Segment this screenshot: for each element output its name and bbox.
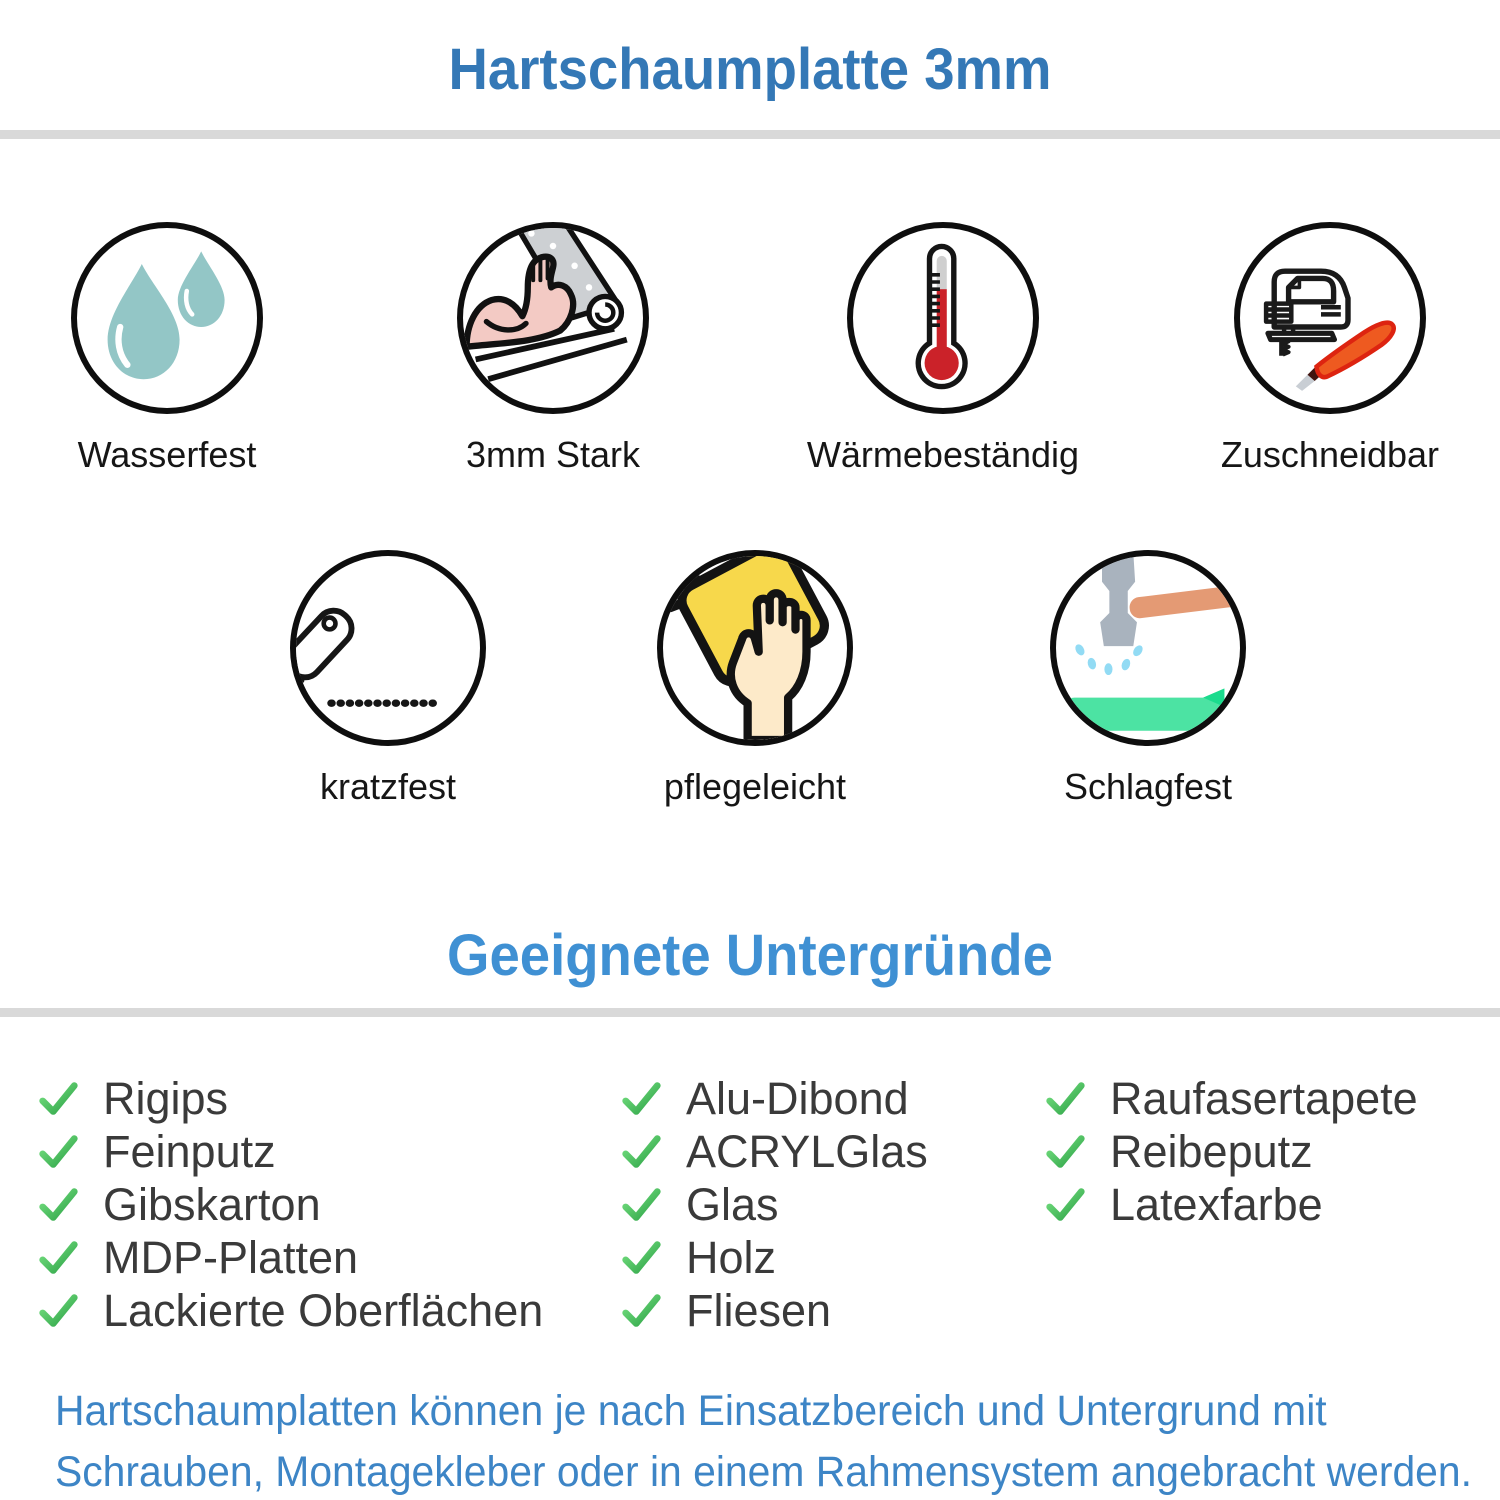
- feature-wasserfest: [7, 222, 327, 476]
- list-item: [35, 1284, 543, 1337]
- list-item: [1042, 1125, 1418, 1178]
- checkmark-icon: [35, 1076, 81, 1122]
- checkmark-icon: [1042, 1076, 1088, 1122]
- substrate-column-2: [618, 1072, 928, 1337]
- feature-label: Schlagfest: [1063, 766, 1233, 807]
- checkmark-icon: [618, 1129, 664, 1175]
- feature-schlagfest: [988, 550, 1308, 808]
- feature-label: Zuschneidbar: [1220, 434, 1440, 475]
- wiping-hand-icon: [657, 550, 853, 746]
- utility-knife-icon: [290, 550, 486, 746]
- substrate-label: Gibskarton: [103, 1178, 321, 1230]
- divider-middle: [0, 1008, 1500, 1017]
- mounting-note: [55, 1381, 1472, 1500]
- list-item: [1042, 1072, 1418, 1125]
- list-item: [1042, 1178, 1418, 1231]
- feature-kratzfest: [228, 550, 548, 808]
- substrate-label: Raufasertapete: [1110, 1072, 1418, 1124]
- checkmark-icon: [618, 1076, 664, 1122]
- jigsaw-cutter-icon: [1234, 222, 1426, 414]
- list-item: [618, 1072, 928, 1125]
- list-item: [618, 1125, 928, 1178]
- page-title: Hartschaumplatte 3mm: [448, 37, 1052, 102]
- checkmark-icon: [1042, 1182, 1088, 1228]
- substrate-label: MDP-Platten: [103, 1231, 359, 1283]
- substrate-label: Glas: [686, 1178, 779, 1230]
- feature-label: Wärmebeständig: [806, 434, 1080, 475]
- substrate-label: Rigips: [103, 1072, 229, 1124]
- list-item: [618, 1178, 928, 1231]
- feature-label: kratzfest: [319, 766, 457, 807]
- checkmark-icon: [35, 1182, 81, 1228]
- substrate-label: Lackierte Oberflächen: [103, 1284, 544, 1336]
- feature-label: Wasserfest: [77, 434, 257, 475]
- feature-3mm-stark: [393, 222, 713, 476]
- list-item: [35, 1178, 543, 1231]
- substrate-label: Reibeputz: [1110, 1125, 1313, 1177]
- feature-pflegeleicht: [595, 550, 915, 808]
- substrate-label: Fliesen: [686, 1284, 832, 1336]
- mounting-note-line2: Schrauben, Montagekleber oder in einem Rahmensystem angebracht werden.: [55, 1448, 1472, 1496]
- checkmark-icon: [618, 1288, 664, 1334]
- feature-waermebestaendig: [783, 222, 1103, 476]
- checkmark-icon: [35, 1129, 81, 1175]
- water-drops-icon: [71, 222, 263, 414]
- checkmark-icon: [35, 1235, 81, 1281]
- hammer-impact-icon: [1050, 550, 1246, 746]
- feature-zuschneidbar: [1170, 222, 1490, 476]
- muscle-arm-icon: [457, 222, 649, 414]
- divider-top: [0, 130, 1500, 139]
- list-item: [618, 1284, 928, 1337]
- checkmark-icon: [1042, 1129, 1088, 1175]
- mounting-note-line1: Hartschaumplatten können je nach Einsatzbereich und Untergrund mit: [55, 1387, 1327, 1435]
- substrate-column-1: [35, 1072, 543, 1337]
- checkmark-icon: [618, 1235, 664, 1281]
- feature-label: 3mm Stark: [465, 434, 641, 475]
- list-item: [35, 1231, 543, 1284]
- section-subtitle: Geeignete Untergründe: [447, 923, 1053, 988]
- thermometer-icon: [847, 222, 1039, 414]
- checkmark-icon: [35, 1288, 81, 1334]
- substrate-label: Feinputz: [103, 1125, 276, 1177]
- substrate-label: Holz: [686, 1231, 777, 1283]
- substrate-label: Latexfarbe: [1110, 1178, 1323, 1230]
- checkmark-icon: [618, 1182, 664, 1228]
- substrate-label: Alu-Dibond: [686, 1072, 909, 1124]
- substrate-column-3: [1042, 1072, 1418, 1231]
- substrate-label: ACRYLGlas: [686, 1125, 928, 1177]
- list-item: [618, 1231, 928, 1284]
- list-item: [35, 1125, 543, 1178]
- list-item: [35, 1072, 543, 1125]
- feature-label: pflegeleicht: [663, 766, 847, 807]
